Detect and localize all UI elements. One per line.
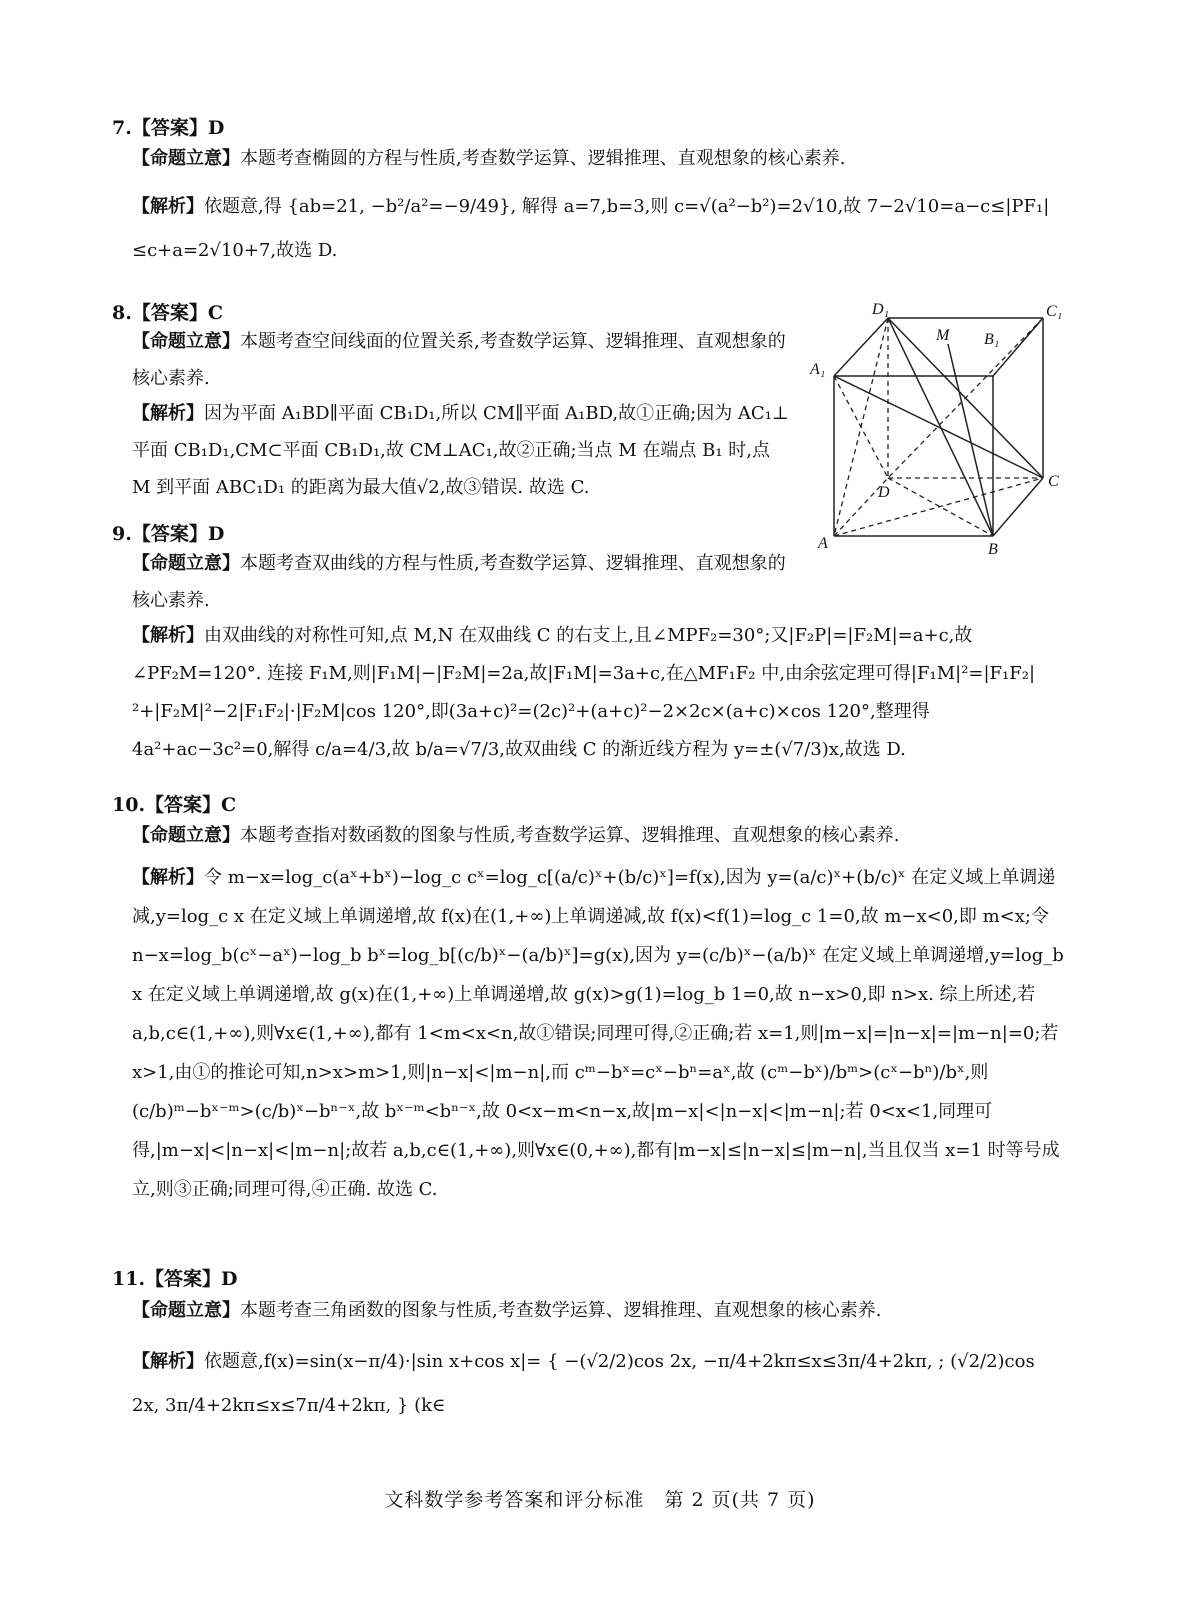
q10-intent-text: 本题考查指对数函数的图象与性质,考查数学运算、逻辑推理、直观想象的核心素养. — [240, 825, 900, 846]
q7-intent — [132, 140, 1067, 177]
q8-intent-text: 本题考查空间线面的位置关系,考查数学运算、逻辑推理、直观想象的核心素养. — [132, 331, 786, 389]
edge-a1-d1 — [834, 318, 888, 376]
q8-solution-tag: 【解析】 — [132, 403, 204, 424]
cube-figure — [808, 296, 1078, 561]
page-footer: 文科数学参考答案和评分标准 第 2 页(共 7 页) — [384, 1489, 816, 1511]
q9-solution-tag: 【解析】 — [132, 625, 204, 646]
q11-intent — [132, 1292, 1067, 1329]
q11-solution — [132, 1340, 1067, 1428]
q11-answer-heading: 11.【答案】D — [112, 1268, 238, 1290]
q10-solution-text: 令 m−x=log_c(aˣ+bˣ)−log_c cˣ=log_c[(a/c)ˣ+(b/c)ˣ]=f(x),因为 y=(a/c)ˣ+(b/c)ˣ 在定义域上单调递减,y=log_c x 在定义域上单调递增,故 f(x)在(1,+∞)上单调递减,故 f(x)<f(1)=log_c 1=0,故 m−x<0,即 m<x;令 n−x=log_b(cˣ−aˣ)−log_b bˣ=log_b[(c/b)ˣ−(a/b)ˣ]=g(x),因为 y=(c/b)ˣ−(a/b)ˣ 在定义域上单调递增,y=log_b x 在定义域上单调递增,故 g(x)在(1,+∞)上单调递增,故 g(x)>g(1)=log_b 1=0,故 n−x>0,即 n>x. 综上所述,若 a,b,c∈(1,+∞),则∀x∈(1,+∞),都有 1<m<x<n,故①错误;同理可得,②正确;若 x=1,则|m−x|=|n−x|=|m−n|=0;若 x>1,由①的推论可知,n>x>m>1,则|n−x|<|m−n|,而 cᵐ−bˣ=cˣ−bⁿ=aˣ,故 (cᵐ−bˣ)/bᵐ>(cˣ−bⁿ)/bˣ,则(c/b)ᵐ−bˣ⁻ᵐ>(c/b)ˣ−bⁿ⁻ˣ,故 bˣ⁻ᵐ<bⁿ⁻ˣ,故 0<x−m<n−x,故|m−x|<|n−x|<|m−n|;若 0<x<1,同理可得,|m−x|<|n−x|<|m−n|;故若 a,b,c∈(1,+∞),则∀x∈(0,+∞),都有|m−x|≤|n−x|≤|m−n|,当且仅当 x=1 时等号成立,则③正确;同理可得,④正确. 故选 C. — [132, 867, 1064, 1200]
label-b1: B₁ — [984, 331, 1000, 348]
label-a: A — [818, 535, 828, 552]
hidden-a-c — [834, 478, 1043, 536]
label-c1: C₁ — [1046, 303, 1063, 320]
line-m-b — [948, 344, 993, 536]
q8-intent — [132, 323, 794, 397]
q9-solution-text: 由双曲线的对称性可知,点 M,N 在双曲线 C 的右支上,且∠MPF₂=30°;又|F₂P|=|F₂M|=a+c,故∠PF₂M=120°. 连接 F₁M,则|F₁M|−|F₂M|=2a,故|F₁M|=3a+c,在△MF₁F₂ 中,由余弦定理可得|F₁M|²=|F₁F₂|²+|F₂M|²−2|F₁F₂|·|F₂M|cos 120°,即(3a+c)²=(2c)²+(a+c)²−2×2c×(a+c)×cos 120°,整理得 4a²+ac−3c²=0,解得 c/a=4/3,故 b/a=√7/3,故双曲线 C 的渐近线方程为 y=±(√7/3)x,故选 D. — [132, 625, 1036, 760]
q9-intent-tag: 【命题立意】 — [132, 553, 240, 574]
line-d1-b — [888, 318, 993, 536]
q7-answer-heading: 7.【答案】D — [112, 117, 225, 139]
q10-intent-tag: 【命题立意】 — [132, 825, 240, 846]
q10-solution — [132, 858, 1067, 1209]
label-a1: A₁ — [810, 361, 826, 378]
q8-solution-text: 因为平面 A₁BD∥平面 CB₁D₁,所以 CM∥平面 A₁BD,故①正确;因为 AC₁⊥平面 CB₁D₁,CM⊂平面 CB₁D₁,故 CM⊥AC₁,故②正确;当点 M 在端点 B₁ 时,点 M 到平面 ABC₁D₁ 的距离为最大值√2,故③错误. 故选 C. — [132, 403, 789, 498]
q10-solution-tag: 【解析】 — [132, 867, 204, 888]
label-m: M — [936, 327, 950, 344]
q11-intent-text: 本题考查三角函数的图象与性质,考查数学运算、逻辑推理、直观想象的核心素养. — [240, 1300, 882, 1321]
q7-intent-tag: 【命题立意】 — [132, 148, 240, 169]
q9-solution — [132, 617, 1067, 769]
label-b: B — [988, 541, 998, 558]
q7-solution — [132, 185, 1067, 273]
label-d: D — [878, 484, 890, 501]
edge-b-c — [993, 478, 1043, 536]
line-a1-c — [834, 376, 1043, 478]
q8-answer-heading: 8.【答案】C — [112, 302, 223, 324]
q8-solution — [132, 395, 794, 506]
q9-intent — [132, 545, 794, 619]
q8-intent-tag: 【命题立意】 — [132, 331, 240, 352]
hidden-d1-a — [834, 318, 888, 536]
q10-answer-heading: 10.【答案】C — [112, 794, 237, 816]
q7-solution-text: 依题意,得 {ab=21, −b²/a²=−9/49}, 解得 a=7,b=3,则 c=√(a²−b²)=2√10,故 7−2√10=a−c≤|PF₁|≤c+a=2√10+7,故选 D. — [132, 196, 1050, 261]
q7-intent-text: 本题考查椭圆的方程与性质,考查数学运算、逻辑推理、直观想象的核心素养. — [240, 148, 846, 169]
q7-solution-tag: 【解析】 — [132, 196, 204, 217]
q9-answer-heading: 9.【答案】D — [112, 523, 225, 545]
q9-intent-text: 本题考查双曲线的方程与性质,考查数学运算、逻辑推理、直观想象的核心素养. — [132, 553, 786, 611]
label-d1: D₁ — [872, 301, 890, 318]
label-c: C — [1048, 473, 1059, 490]
q10-intent — [132, 817, 1067, 854]
q11-solution-text: 依题意,f(x)=sin(x−π/4)·|sin x+cos x|= { −(√2/2)cos 2x, −π/4+2kπ≤x≤3π/4+2kπ, ; (√2/2)cos 2x, 3π/4+2kπ≤x≤7π/4+2kπ, } (k∈ — [132, 1351, 1035, 1416]
edge-top-right-c1 — [993, 318, 1043, 376]
q11-solution-tag: 【解析】 — [132, 1351, 204, 1372]
q11-intent-tag: 【命题立意】 — [132, 1300, 240, 1321]
